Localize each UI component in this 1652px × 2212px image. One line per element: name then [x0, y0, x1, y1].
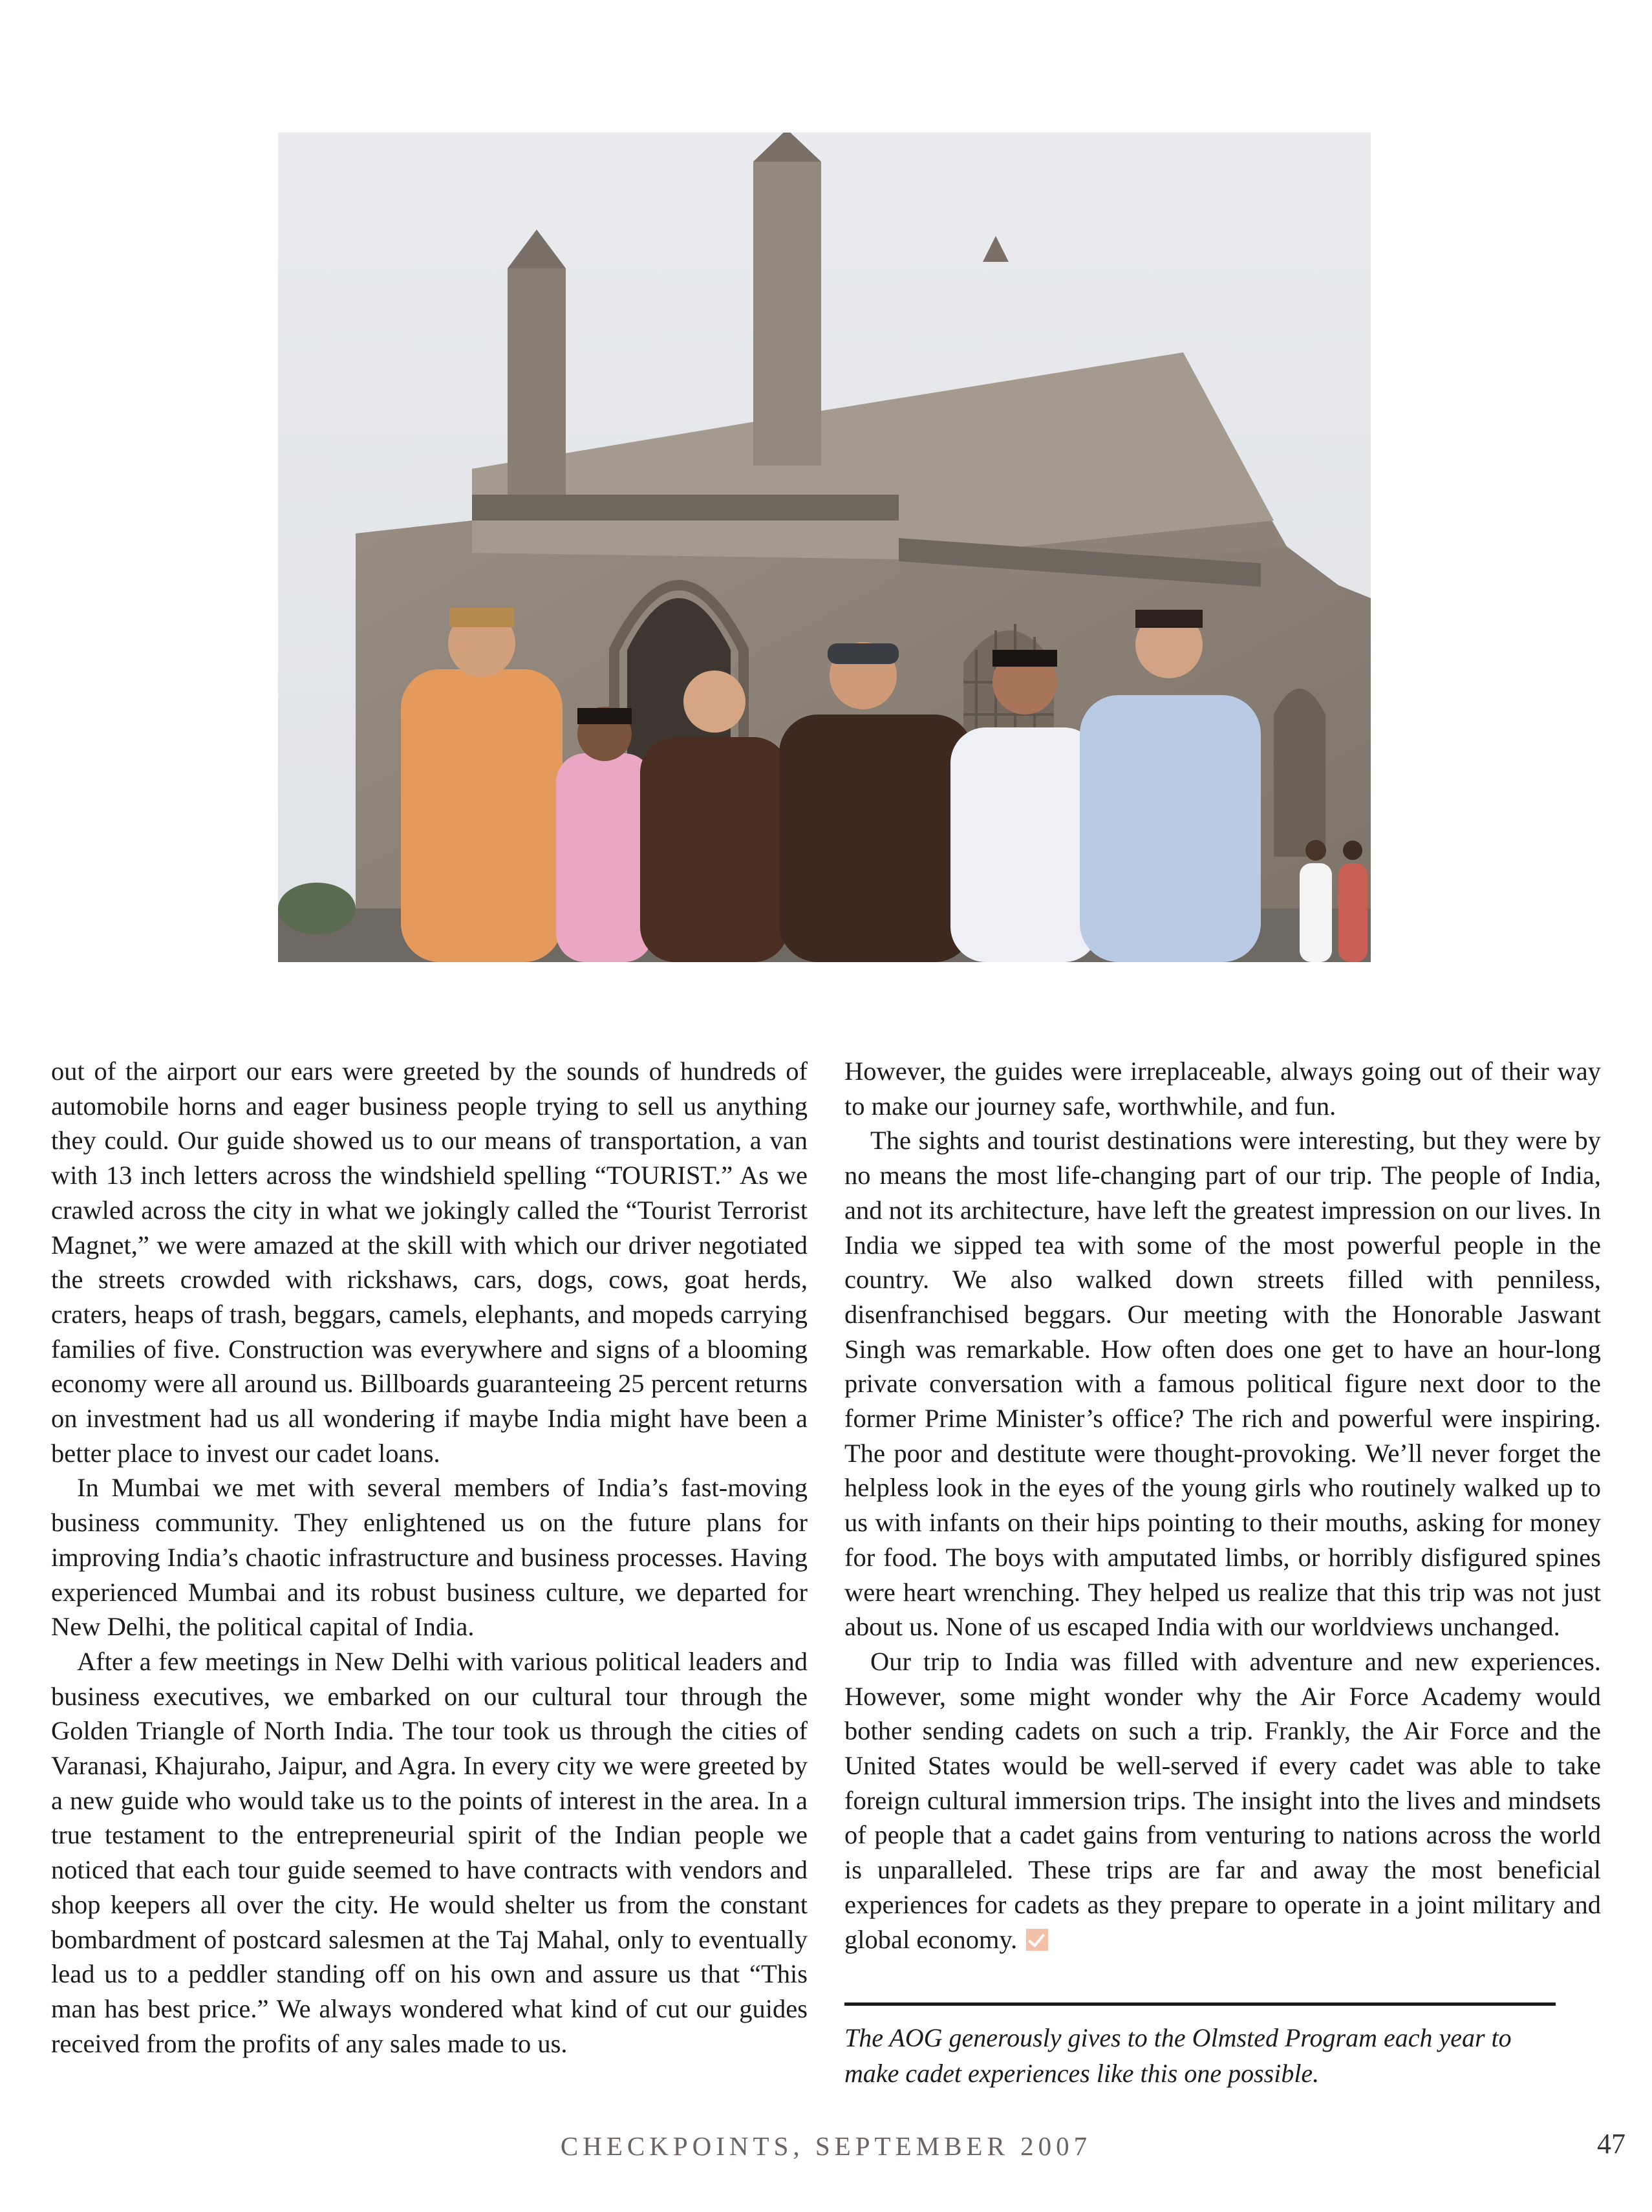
paragraph: out of the airport our ears were greeted by the sounds of hundreds of automobile horns and eager business people trying to sell us anything they could. Our guide showed us to our means of transportation, a van with 13 inch letters across the windshield spelling “TOURIST.” As we crawled across the city in what we jokingly called the “Tourist Terrorist Magnet,” we were amazed at the skill with which our driver negotiated the streets crowded with rickshaws, cars, dogs, cows, goat herds, craters, heaps of trash, beggars, camels, elephants, and mopeds carrying families of five. Construction was everywhere and signs of a blooming economy were all around us. Billboards guaranteeing 25 percent returns on investment had us all wondering if maybe India might have been a better place to invest our cadet loans. [51, 1057, 808, 1468]
article-photo [278, 133, 1371, 962]
paragraph: However, the guides were irreplaceable, always going out of their way to make our journey safe, worthwhile, and fun. [844, 1057, 1601, 1121]
paragraph: After a few meetings in New Delhi with various political leaders and business executives, we embarked on our cultural tour through the Golden Triangle of North India. The tour took us through the cities of Varanasi, Khajuraho, Jaipur, and Agra. In every city we were greeted by a new guide who would take us to the points of interest in the area. In a true testament to the entrepreneurial spirit of the Indian people we noticed that each tour guide seemed to have contracts with vendors and shop keepers all over the city. He would shelter us from the constant bombardment of postcard salesmen at the Taj Mahal, only to eventually lead us to a peddler standing off on his own and assure us that “This man has best price.” We always wondered what kind of cut our guides received from the profits of any sales made to us. [51, 1646, 808, 2058]
article-column-right [844, 1054, 1601, 1957]
caption-divider [844, 2003, 1556, 2006]
article-column-left [51, 1054, 808, 2061]
paragraph: In Mumbai we met with several members of India’s fast-moving business community. They enlightened us on the future plans for improving India’s chaotic infrastructure and business processes. Having experienced Mumbai and its robust business culture, we departed for New Delhi, the political capital of India. [51, 1473, 808, 1642]
checkmark-icon [1026, 1929, 1048, 1951]
paragraph: The sights and tourist destinations were interesting, but they were by no means the most life-changing part of our trip. The people of India, and not its architecture, have left the greatest impression on our lives. In India we sipped tea with some of the most powerful people in the country. We also walked down streets filled with penniless, disenfranchised beggars. Our meeting with the Honorable Jaswant Singh was remarkable. How often does one get to have an hour-long private conversation with a famous political figure next door to the former Prime Minister’s office? The rich and powerful were inspiring. The poor and destitute were thought-provoking. We’ll never forget the helpless look in the eyes of the young girls who routinely walked up to us with infants on their hips pointing to their mouths, asking for money for food. The boys with amputated limbs, or horribly disfigured spines were heart wrenching. They helped us realize that this trip was not just about us. None of us escaped India with our worldviews unchanged. [844, 1126, 1601, 1642]
photo-credit-caption [844, 2020, 1569, 2091]
paragraph-text: Our trip to India was filled with adventure and new experiences. However, some might wonder why the Air Force Academy would bother sending cadets on such a trip. Frankly, the Air Force and the United States would be well-served if every cadet was able to take foreign cultural immersion trips. The insight into the lives and mindsets of people that a cadet gains from venturing to nations across the world is unparalleled. These trips are far and away the most beneficial experiences for cadets as they prepare to operate in a joint military and global economy. [844, 1646, 1601, 1954]
left-tower [508, 268, 566, 514]
gateway-of-india-photo [278, 133, 1371, 962]
center-tower [753, 162, 821, 466]
page-number: 47 [1597, 2128, 1625, 2160]
publication-footer: CHECKPOINTS, SEPTEMBER 2007 [560, 2131, 1092, 2161]
caption-text: The AOG generously gives to the Olmsted Program each year to make cadet experiences like this one possible. [844, 2023, 1512, 2088]
paragraph-last [844, 1644, 1601, 1957]
